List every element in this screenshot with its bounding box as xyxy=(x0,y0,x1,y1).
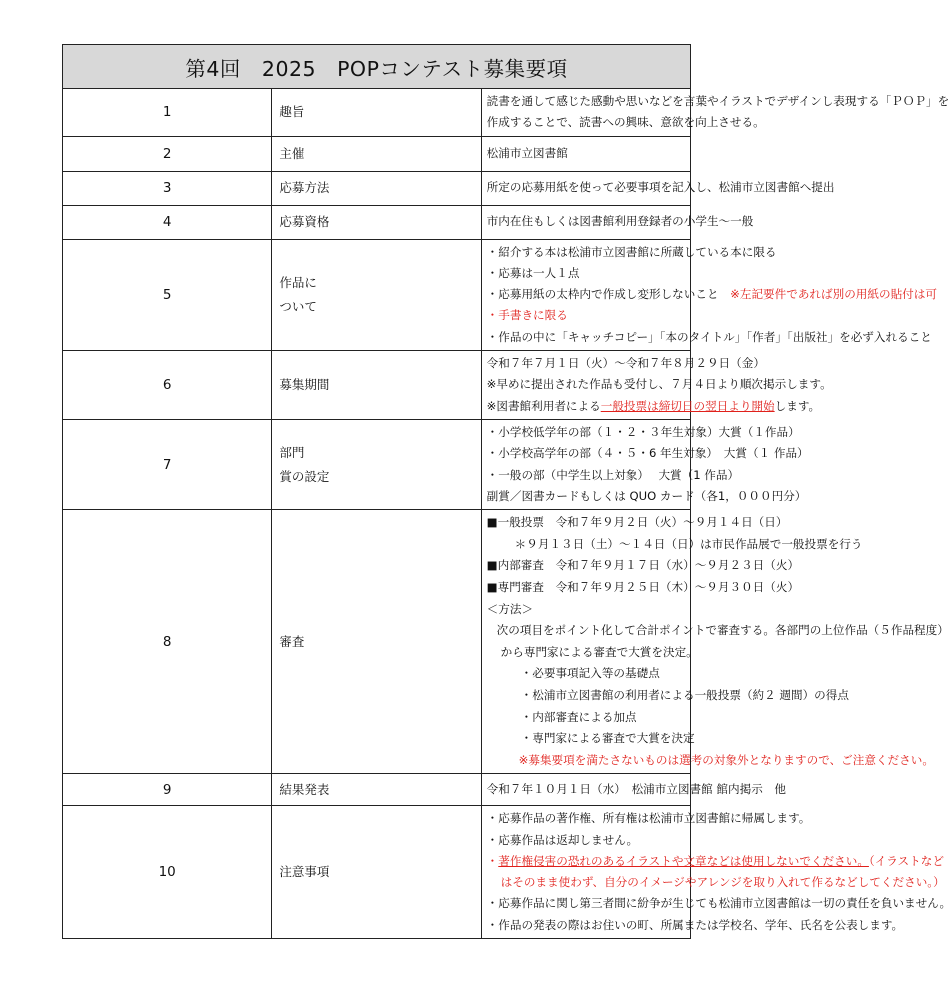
row-label: 応募方法 xyxy=(272,171,481,205)
content-line: ・紹介する本は松浦市立図書館に所蔵している本に限る xyxy=(486,244,777,259)
page-title: 第4回 2025 POPコンテスト募集要項 xyxy=(63,45,691,89)
red-note: 一般投票は締切日の翌日より開始 xyxy=(600,398,775,413)
content-line: 作成することで、読書への興味、意欲を向上させる。 xyxy=(486,115,765,130)
content-line: ※早めに提出された作品も受付し、７月４日より順次掲示します。 xyxy=(486,377,832,392)
row-label: 募集期間 xyxy=(272,351,481,420)
content-line: 松浦市立図書館 xyxy=(486,145,568,160)
row-label-line: 賞の設定 xyxy=(279,468,330,484)
row-label: 趣旨 xyxy=(272,89,481,137)
content-line: ・小学校低学年の部（１・２・３年生対象）大賞（１作品） xyxy=(486,424,800,439)
row-number: 5 xyxy=(63,239,272,350)
row-number: 10 xyxy=(63,806,272,939)
red-note: （イラストなど xyxy=(868,853,944,868)
content-line: ・作品の中に「キャッチコピー」「本のタイトル」「作者」「出版社」を必ず入れること xyxy=(486,329,932,344)
row-number: 4 xyxy=(63,205,272,239)
content-line: 副賞／図書カードもしくは QUO カード（各1，０００円分） xyxy=(486,488,807,503)
table-row xyxy=(63,419,691,509)
row-label-line: 作品に xyxy=(279,274,317,290)
row-content xyxy=(481,510,949,774)
content-line: 令和７年１０月１日（水） 松浦市立図書館 館内掲示 他 xyxy=(486,782,786,797)
guidelines-table xyxy=(62,44,951,939)
content-line: 市内在住もしくは図書館利用登録者の小学生〜一般 xyxy=(486,214,754,229)
content-text: ・応募用紙の太枠内で作成し変形しないこと xyxy=(486,287,719,302)
content-line: ・応募作品の著作権、所有権は松浦市立図書館に帰属します。 xyxy=(486,811,811,826)
content-line: ・一般の部（中学生以上対象） 大賞（1 作品） xyxy=(486,467,740,482)
table-row xyxy=(63,351,691,420)
row-label: 審査 xyxy=(272,510,481,774)
content-line: 読書を通して感じた感動や思いなどを言葉やイラストでデザインし表現する「ＰＯＰ」を xyxy=(486,94,950,108)
row-number: 3 xyxy=(63,171,272,205)
content-line: ■一般投票 令和７年９月２日（火）〜９月１４日（日） xyxy=(486,515,788,530)
content-line: 令和７年７月１日（火）〜令和７年８月２９日（金） xyxy=(486,356,765,371)
row-content xyxy=(481,171,835,205)
red-note: ※募集要項を満たさないものは選考の対象外となりますので、ご注意ください。 xyxy=(518,752,934,767)
row-content xyxy=(481,205,754,239)
red-note: ・手書きに限る xyxy=(486,308,568,323)
content-line xyxy=(486,396,821,417)
row-content xyxy=(481,419,809,509)
content-line: ■専門審査 令和７年９月２５日（木）〜９月３０日（火） xyxy=(486,579,800,594)
row-label: 応募資格 xyxy=(272,205,481,239)
table-row xyxy=(63,205,691,239)
content-line: ■内部審査 令和７年９月１７日（水）〜９月２３日（火） xyxy=(486,558,800,573)
content-line: 次の項目をポイント化して合計ポイントで審査する。各部門の上位作品（５作品程度） xyxy=(496,623,949,638)
content-line: ・必要事項記入等の基礎点 xyxy=(520,666,660,681)
row-label: 注意事項 xyxy=(272,806,481,939)
row-number: 2 xyxy=(63,136,272,171)
row-number: 1 xyxy=(63,89,272,137)
content-line xyxy=(486,284,937,305)
content-line: から専門家による審査で大賞を決定。 xyxy=(500,644,698,659)
row-label-line: 部門 xyxy=(279,444,305,460)
table-row xyxy=(63,239,691,350)
table-row xyxy=(63,136,691,171)
row-content xyxy=(481,239,937,350)
content-line: ・専門家による審査で大賞を決定 xyxy=(520,731,695,746)
row-number: 6 xyxy=(63,351,272,420)
row-label: 結果発表 xyxy=(272,774,481,806)
table-row xyxy=(63,171,691,205)
row-content xyxy=(481,136,690,171)
table-row xyxy=(63,774,691,806)
table-row xyxy=(63,806,691,939)
content-line: ＊９月１３日（土）〜１４日（日）は市民作品展で一般投票を行う xyxy=(514,536,863,551)
content-line xyxy=(486,851,944,872)
table-row xyxy=(63,89,691,137)
content-line: ・松浦市立図書館の利用者による一般投票（約２ 週間）の得点 xyxy=(520,687,849,702)
row-content xyxy=(481,89,950,137)
red-note: 著作権侵害の恐れのあるイラストや文章などは使用しないでください。 xyxy=(498,853,869,868)
row-label xyxy=(272,419,481,509)
content-line: ・作品の発表の際はお住いの町、所属または学校名、学年、氏名を公表します。 xyxy=(486,917,904,932)
row-label xyxy=(272,239,481,350)
row-number: 7 xyxy=(63,419,272,509)
row-label-line: ついて xyxy=(279,298,317,314)
red-note: はそのまま使わず、自分のイメージやアレンジを取り入れて作るなどしてください。） xyxy=(500,875,945,890)
row-content xyxy=(481,351,832,420)
content-line: 所定の応募用紙を使って必要事項を記入し、松浦市立図書館へ提出 xyxy=(486,180,835,195)
content-line: ・応募は一人１点 xyxy=(486,265,580,280)
row-number: 8 xyxy=(63,510,272,774)
content-line: ・応募作品は返却しません。 xyxy=(486,832,639,847)
table-row xyxy=(63,510,691,774)
red-note: ※左記要件であれば別の用紙の貼付は可 xyxy=(730,287,937,302)
content-line: ・応募作品に関し第三者間に紛争が生じても松浦市立図書館は一切の責任を負いません。 xyxy=(486,896,951,911)
row-label: 主催 xyxy=(272,136,481,171)
bullet: ・ xyxy=(486,853,499,868)
content-line: ＜方法＞ xyxy=(486,601,534,616)
content-text: ※図書館利用者による xyxy=(486,398,601,413)
row-number: 9 xyxy=(63,774,272,806)
content-text: します。 xyxy=(774,398,821,413)
content-line: ・内部審査による加点 xyxy=(520,709,637,724)
title-row xyxy=(63,45,691,89)
row-content xyxy=(481,774,786,806)
row-content xyxy=(481,806,951,939)
content-line: ・小学校高学年の部（４・５・6 年生対象） 大賞（１ 作品） xyxy=(486,446,809,461)
